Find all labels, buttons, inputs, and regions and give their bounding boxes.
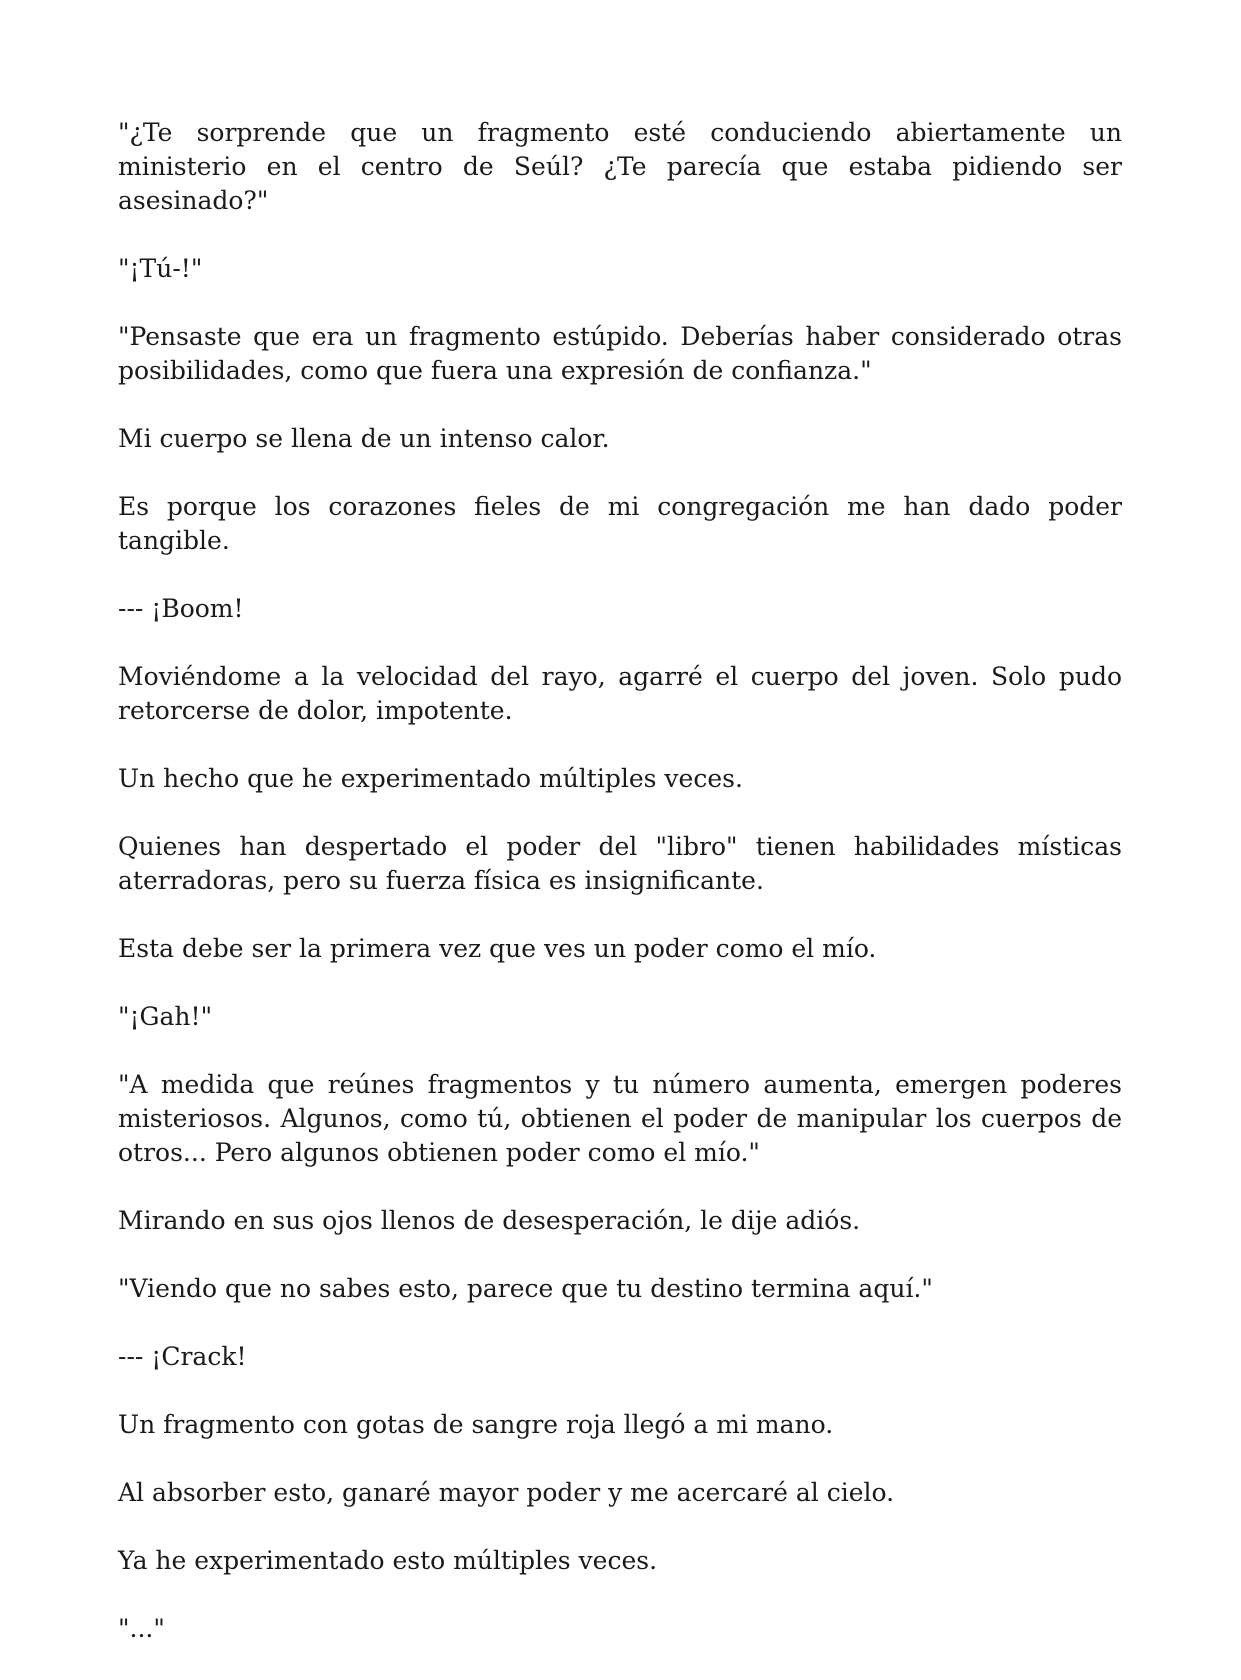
- document-page: [118, 116, 1122, 1680]
- paragraph-11: "¡Gah!": [118, 1002, 213, 1031]
- paragraph-15: --- ¡Crack!: [118, 1342, 247, 1371]
- paragraph-8: Un hecho que he experimentado múltiples veces.: [118, 764, 743, 793]
- paragraph-5: Es porque los corazones fieles de mi congregación me han dado poder tangible.: [118, 492, 1122, 555]
- paragraph-7: Moviéndome a la velocidad del rayo, agarré el cuerpo del joven. Solo pudo retorcerse de dolor, impotente.: [118, 662, 1122, 725]
- paragraph-17: Al absorber esto, ganaré mayor poder y me acercaré al cielo.: [118, 1478, 895, 1507]
- paragraph-1: "¿Te sorprende que un fragmento esté conduciendo abiertamente un ministerio en el centro de Seúl? ¿Te parecía que estaba pidiendo ser asesinado?": [118, 118, 1122, 215]
- paragraph-4: Mi cuerpo se llena de un intenso calor.: [118, 424, 610, 453]
- paragraph-10: Esta debe ser la primera vez que ves un poder como el mío.: [118, 934, 877, 963]
- paragraph-3: "Pensaste que era un fragmento estúpido. Deberías haber considerado otras posibilidades, como que fuera una expresión de confianza.": [118, 322, 1122, 385]
- paragraph-14: "Viendo que no sabes esto, parece que tu destino termina aquí.": [118, 1274, 933, 1303]
- paragraph-16: Un fragmento con gotas de sangre roja llegó a mi mano.: [118, 1410, 834, 1439]
- paragraph-13: Mirando en sus ojos llenos de desesperación, le dije adiós.: [118, 1206, 861, 1235]
- paragraph-2: "¡Tú-!": [118, 254, 203, 283]
- paragraph-18: Ya he experimentado esto múltiples veces.: [118, 1546, 658, 1575]
- paragraph-12: "A medida que reúnes fragmentos y tu número aumenta, emergen poderes misteriosos. Algunos, como tú, obtienen el poder de manipular los cuerpos de otros... Pero algunos obtienen poder como el mío.": [118, 1070, 1122, 1167]
- paragraph-6: --- ¡Boom!: [118, 594, 244, 623]
- paragraph-19: "...": [118, 1614, 165, 1643]
- paragraph-9: Quienes han despertado el poder del "libro" tienen habilidades místicas aterradoras, pero su fuerza física es insignificante.: [118, 832, 1122, 895]
